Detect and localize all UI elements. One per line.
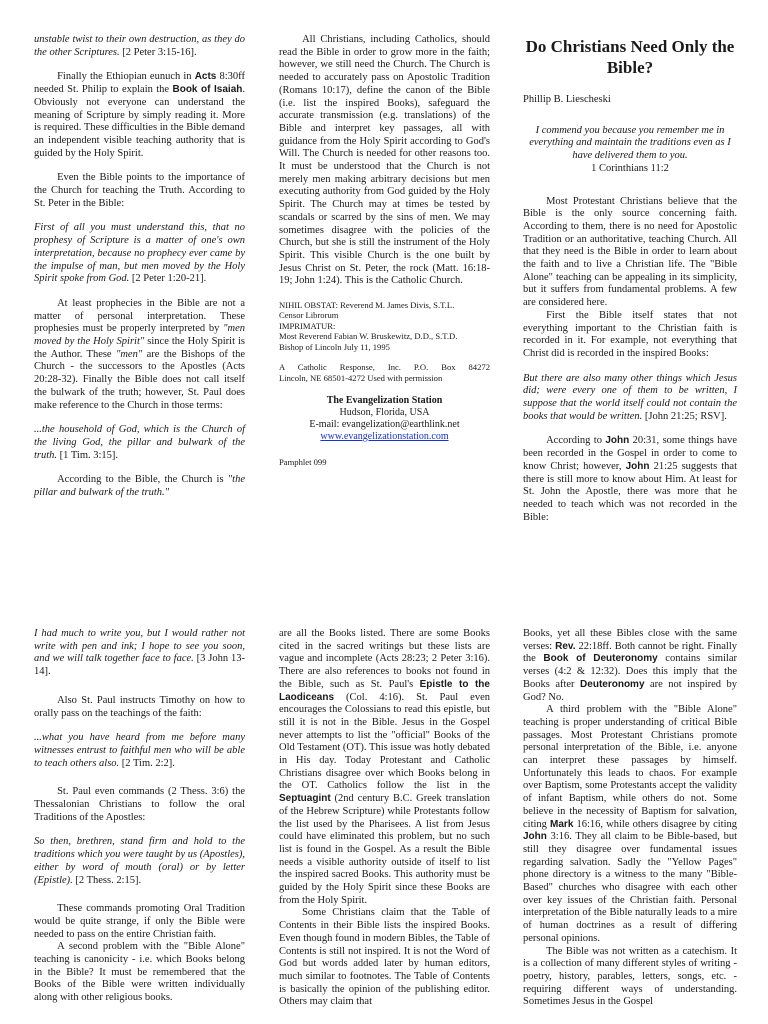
nihil-obstat-block: NIHIL OBSTAT: Reverend M. James Divis, S.T.L. Censor Librorum IMPRIMATUR: Most Reverend Fabian W. Bruskewitz, D.D., S.T.D. Bishop of Lincoln July 11, 1995	[279, 300, 458, 352]
publisher-block: A Catholic Response, Inc. P.O. Box 84272 Lincoln, NE 68501-4272 Used with permission	[279, 362, 490, 383]
paragraph: The Bible was not written as a catechism. It is a collection of many different styles of writing - poetry, history, parables, letters, songs, etc. - requiring different ways of understanding. Sometimes Jesus in the Gospel	[523, 945, 737, 1008]
citation: [2 Peter 3:15-16].	[119, 46, 197, 58]
paragraph: A third problem with the "Bible Alone" teaching is proper understanding of critical Bible passages. Most Protestant Christians promote personal interpretation of the Bible, i.e. anyone can interpret these passages by himself. Unfortunately this leads to chaos. For example over Baptism, some Protestants accept the validity of infant Baptism, while others do not. Some believe in the necessity of Baptism for salvation, citing Mark 16:16, while others disagree by citing John 3:16. They all claim to be Bible-based, but still they disagree over fundamental issues regarding salvation. Sadly the "Yellow Pages" phone directory is a witness to the many "Bible-Based" churches who disagree with each other over key issues of the Christian faith. Personal interpretation of the Bible naturally leads to a mire of human doctrines as a result of differing personal opinions.	[523, 704, 737, 944]
book-name: Book of Deuteronomy	[543, 653, 658, 665]
paragraph	[34, 732, 245, 770]
book-name: Acts	[194, 71, 217, 83]
page-title: Do Christians Need Only the Bible?	[525, 37, 735, 77]
citation: [2 Peter 1:20-21].	[129, 273, 207, 285]
paragraph: At least prophecies in the Bible are not a matter of personal interpretation. These prophesies must be properly interpreted by "men moved by the Holy Spirit" since the Holy Spirit is the Author. These "men" are the Bishops of the Church - the successors to the Apostles (Acts 20:28-32). Finally the Bible does not call itself the bulwark of the truth; however, St. Paul does make reference to the Church in those terms:	[34, 297, 246, 411]
book-name: Epistle to the Laodiceans	[279, 678, 490, 703]
paragraph: Most Protestant Christians believe that the Bible is the only source concerning faith. According to them, there is no need for Apostolic Tradition or an authoritative, teaching Church. All that they need is the Bible in order to learn about the faith and to live a Christian life. The "Bible Alone" teaching can be appealing in its simplicity, but it suffers from fundamental problems. A few are considered here.	[523, 195, 737, 309]
book-name: John	[625, 460, 650, 472]
scripture-quote: ...the household of God, which is the Church of the living God, the pillar and bulwark of the truth.	[34, 424, 245, 461]
author-name: Phillip B. Liescheski	[523, 94, 611, 105]
paragraph: According to the Bible, the Church is "the pillar and bulwark of the truth."	[34, 474, 245, 499]
book-name: Deuteronomy	[580, 678, 645, 690]
column-bottom-middle	[279, 628, 490, 1021]
column-bottom-right	[523, 628, 737, 1021]
paragraph: A second problem with the "Bible Alone" teaching is canonicity - i.e. which Books belong in the Bible? It must be remembered that the Books of the Bible were written individually along with other religious books.	[34, 941, 245, 1004]
column-bottom-left	[34, 628, 245, 1017]
paragraph: Some Christians claim that the Table of Contents in their Bible lists the inspired Books. Even though found in modern Bibles, the Table of Contents is still not inspired. It is not the Word of God but words added later by human editors, much similar to footnotes. The Table of Contents is basically the opinion of the publishing editor. Others may claim that	[279, 907, 490, 1008]
pamphlet-number: Pamphlet 099	[279, 456, 327, 467]
book-name: John	[605, 435, 630, 447]
column-top-left	[34, 34, 245, 512]
paragraph: Finally the Ethiopian eunuch in Acts 8:30ff needed St. Philip to explain the Book of Isaiah. Obviously not everyone can understand the meaning of Scripture by simply reading it. More is required. These difficulties in the Bible demand an independent visible teaching authority that is guided by the Holy Spirit.	[34, 71, 245, 159]
paragraph: St. Paul even commands (2 Thess. 3:6) the Thessalonian Christians to follow the oral Traditions of the Apostles:	[34, 786, 245, 823]
paragraph	[523, 373, 737, 424]
citation: [2 Thess. 2:15].	[72, 874, 142, 886]
epigraph-reference: 1 Corinthians 11:2	[591, 162, 669, 174]
paragraph: All Christians, including Catholics, should read the Bible in order to grow more in the faith; however, we still need the Church. The Church is needed to accurately pass on Apostolic Tradition (Romans 10:17), define the canon of the Bible (i.e. list the inspired Books), safeguard the accurate transmission (e.g. translations) of the Bible and interpret key passages, all with guidance from the Holy Spirit according to God's Will. The Church is needed for other reasons too. It must be understood that the Church is not merely men making arbitrary decisions but men executing authority from God guided by the Holy Spirit. The Church may at times be tested by scandals or scarred by the sins of men. We may sometimes disagree with the policies of the Church, but she is still the instrument of the Holy Spirit. This visible Church is the one built by Jesus Christ on St. Peter, the rock (Matt. 16:18-19; John 1:24). This is the Catholic Church.	[279, 34, 490, 287]
paragraph	[34, 222, 245, 286]
paragraph	[34, 34, 245, 59]
paragraph: According to John 20:31, some things have been recorded in the Gospel in order to come to know Christ; however, John 21:25 suggests that there is still more to know about Him. At least for St. John the Apostle, there was more that he needed to teach which was not recorded in the Bible:	[523, 435, 738, 523]
citation: [1 Tim. 3:15].	[57, 449, 119, 461]
book-name: John	[523, 831, 547, 843]
paragraph: are all the Books listed. There are some Books cited in the sacred writings but these lists are vague and incomplete (Acts 28:23; 2 Peter 3:16). There are also references to books not found in the Bible, such as St. Paul's Epistle to the Laodiceans (Col. 4:16). St. Paul even encourages the Colossians to read this epistle, but still it is not in the Bible. Jesus in the Gospel never attempts to list the "official" Books of the Old Testament (OT). This issue was hotly debated in His day. Today Protestant and Catholic Christians disagree over which Books belong in the OT. Catholics follow the list in the Septuagint (2nd century B.C. Greek translation of the Hebrew Scripture) while Protestants follow the list used by the Pharisees. A list from Jesus could have eliminated this problem, but no such list is found in the Gospel. As a result the Bible needs a visible authority outside of itself to list the inspired sacred Books. This authority must be guided by the Holy Spirit since these Books are from the Holy Spirit.	[279, 628, 490, 906]
paragraph: Even the Bible points to the importance of the Church for teaching the Truth. According to St. Peter in the Bible:	[34, 172, 245, 209]
citation: [John 21:25; RSV].	[642, 410, 727, 422]
station-website-link[interactable]: www.evangelizationstation.com	[320, 430, 449, 442]
station-block	[279, 395, 490, 443]
station-email[interactable]: E-mail: evangelization@earthlink.net	[309, 418, 460, 430]
column-top-right	[523, 34, 737, 536]
scripture-quote: But there are also many other things which Jesus did; were every one of them to be written, I suppose that the world itself could not contain the books that would be written.	[523, 372, 737, 422]
paragraph: These commands promoting Oral Tradition would be quite strange, if only the Bible were needed to pass on the entire Christian faith.	[34, 903, 245, 940]
book-name: Rev.	[555, 640, 576, 652]
scripture-quote: So then, brethren, stand firm and hold to the traditions which you were taught by us (Apostles), either by word of mouth (oral) or by letter (Epistle).	[34, 836, 245, 886]
paragraph: Books, yet all these Bibles close with the same verses: Rev. 22:18ff. Both cannot be right. Finally the Book of Deuteronomy contains similar verses (4:2 & 12:32). Does this imply that the Books after Deuteronomy are not inspired by God? No.	[523, 628, 737, 703]
scripture-quote: unstable twist to their own destruction, as they do the other Scriptures.	[34, 34, 245, 58]
paragraph	[34, 836, 245, 887]
scripture-quote: I had much to write you, but I would rather not write with pen and ink; I hope to see you soon, and we will talk together face to face.	[34, 628, 245, 665]
book-name: Mark	[550, 818, 574, 830]
station-name: The Evangelization Station	[326, 394, 443, 406]
book-name: Septuagint	[279, 793, 331, 805]
paragraph	[34, 424, 245, 462]
paragraph: First the Bible itself states that not everything important to the Christian faith is recorded in it. For example, not everything that Christ did is recorded in the inspired Books:	[523, 309, 737, 359]
citation: [2 Tim. 2:2].	[119, 757, 175, 769]
scripture-quote: ...what you have heard from me before many witnesses entrust to faithful men who will be able to teach others also.	[34, 732, 245, 769]
paragraph: Also St. Paul instructs Timothy on how to orally pass on the teachings of the faith:	[34, 694, 245, 719]
epigraph: I commend you because you remember me in everything and maintain the traditions even as I have delivered them to you. 1 Corinthians 11:2	[523, 125, 737, 176]
citation: [3 John 13-14].	[34, 653, 245, 678]
paragraph	[34, 628, 245, 679]
station-location: Hudson, Florida, USA	[339, 406, 430, 418]
column-top-middle	[279, 34, 490, 467]
scripture-quote: First of all you must understand this, that no prophesy of Scripture is a matter of one's own interpretation, because no prophecy ever came by the impulse of man, but men moved by the Holy Spirit spoke from God.	[34, 222, 245, 285]
book-name: Book of Isaiah	[172, 84, 243, 96]
